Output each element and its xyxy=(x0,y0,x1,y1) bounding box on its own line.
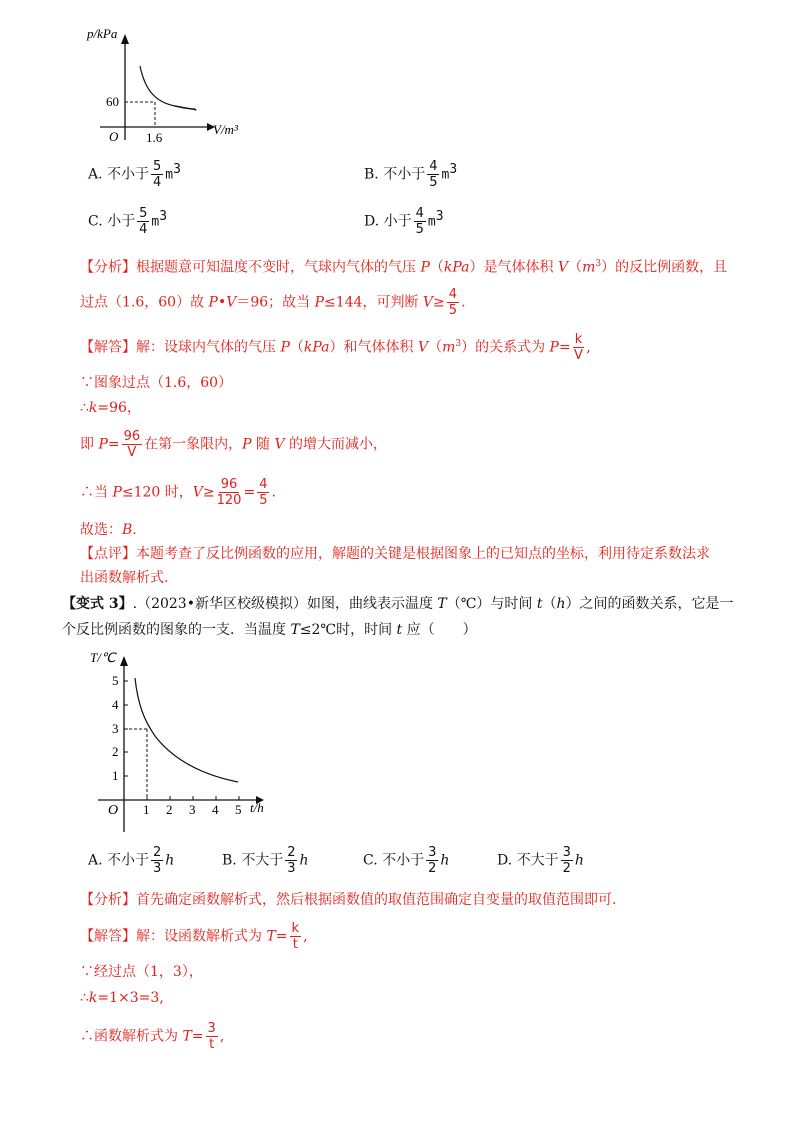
option-c[interactable]: C. 小于 $\frac{5}{4}$ $m^3$ xyxy=(88,206,168,238)
solution-1-line-5: ∴当 P≤120 时，V≥ $\frac{96}{120}$ = $\frac{4}{5}$ . xyxy=(80,477,276,508)
x-tick-label-5: 5 xyxy=(235,802,242,817)
hyperbola-curve xyxy=(140,66,196,110)
variant-3-line-2: 个反比例函数的图象的一支．当温度 T≤2℃时，时间 t 应（ ） xyxy=(62,622,477,638)
x-axis-label: t/h xyxy=(250,800,264,815)
fraction: $\frac{4}{5}$ xyxy=(259,477,268,508)
solution-2-line-3: ∴k=1×3=3, xyxy=(80,990,164,1006)
option-2-c[interactable]: C. 不小于 $\frac{3}{2}$ h xyxy=(363,845,450,876)
fraction: $\frac{2}{3}$ xyxy=(287,845,296,876)
analysis-2: 【分析】首先确定函数解析式，然后根据函数值的取值范围确定自变量的取值范围即可. xyxy=(80,892,617,908)
pressure-volume-graph xyxy=(85,20,285,150)
solution-2-line-4: ∴函数解析式为 T= $\frac{3}{t}$ , xyxy=(80,1021,225,1052)
fraction: $\frac{5}{4}$ xyxy=(153,159,162,191)
y-tick-label-5: 5 xyxy=(112,673,119,688)
x-tick-label-1: 1 xyxy=(143,802,150,817)
y-axis-label: T/℃ xyxy=(90,650,116,665)
origin-label: O xyxy=(109,129,119,144)
fraction: $\frac{k}{t}$ xyxy=(291,921,300,952)
fraction: $\frac{4}{5}$ xyxy=(415,206,424,238)
comment-1-line-1: 【点评】本题考查了反比例函数的应用，解题的关键是根据图象上的已知点的坐标，利用待定系数法求 xyxy=(80,546,710,562)
hyperbola-curve xyxy=(135,678,238,782)
fraction: $\frac{3}{t}$ xyxy=(207,1021,216,1052)
fraction: $\frac{4}{5}$ xyxy=(448,287,458,318)
y-tick-label-2: 2 xyxy=(112,744,119,759)
solution-1-line-2: ∵图象过点（1.6，60） xyxy=(80,375,233,391)
fraction: $\frac{96}{120}$ xyxy=(216,477,242,508)
solution-1-choice: 故选：B. xyxy=(80,522,137,538)
analysis-1-line-1: 【分析】根据题意可知温度不变时，气球内气体的气压 P（kPa）是气体体积 $V(m^3)$的反比例函数，且 xyxy=(80,259,728,276)
hyperbola-curve-tail xyxy=(175,106,195,109)
x-tick-label-4: 4 xyxy=(212,802,219,817)
y-tick-label-1: 1 xyxy=(112,768,119,783)
y-axis-label: p/kPa xyxy=(87,26,118,41)
fraction: $\frac{k}{V}$ xyxy=(574,332,583,363)
x-tick-label-2: 2 xyxy=(166,802,173,817)
x-tick-label-3: 3 xyxy=(189,802,196,817)
fraction: $\frac{3}{2}$ xyxy=(428,845,437,876)
fraction: $\frac{4}{5}$ xyxy=(429,159,438,191)
solution-2-line-1: 【解答】解：设函数解析式为 T= $\frac{k}{t}$ , xyxy=(80,921,308,952)
y-axis-arrow xyxy=(121,34,129,44)
option-a[interactable]: A. 不小于 $\frac{5}{4}$ $m^3$ xyxy=(88,159,181,191)
x-axis-label: V/m³ xyxy=(213,122,238,137)
solution-2-line-2: ∵经过点（1，3）， xyxy=(80,964,203,980)
y-tick-label: 60 xyxy=(106,94,119,109)
y-axis-arrow xyxy=(120,656,128,666)
option-d[interactable]: D. 小于 $\frac{4}{5}$ $m^3$ xyxy=(364,206,444,238)
comment-1-line-2: 出函数解析式. xyxy=(80,570,169,586)
origin-label: O xyxy=(108,803,119,818)
fraction: $\frac{3}{2}$ xyxy=(562,845,571,876)
analysis-1-line-2: 过点（1.6，60）故 P•V＝96；故当 P≤144，可判断 V≥ $\frac{4}{5}$ . xyxy=(80,287,466,318)
y-tick-label-4: 4 xyxy=(112,697,119,712)
option-2-a[interactable]: A. 不小于 $\frac{2}{3}$ h xyxy=(88,845,175,876)
solution-1-line-4: 即 P= $\frac{96}{V}$ 在第一象限内，P 随 V 的增大而减小， xyxy=(80,429,388,460)
option-2-d[interactable]: D. 不大于 $\frac{3}{2}$ h xyxy=(497,845,584,876)
y-tick-label-3: 3 xyxy=(112,721,119,736)
variant-3-line-1: 【变式 3】.（2023•新华区校级模拟）如图，曲线表示温度 T（℃）与时间 t（h）之间的函数关系，它是一 xyxy=(62,596,734,612)
fraction: $\frac{96}{V}$ xyxy=(123,429,141,460)
fraction: $\frac{5}{4}$ xyxy=(139,206,148,238)
solution-1-line-3: ∴k=96， xyxy=(80,400,141,416)
option-b[interactable]: B. 不小于 $\frac{4}{5}$ $m^3$ xyxy=(364,159,458,191)
fraction: $\frac{2}{3}$ xyxy=(153,845,162,876)
temperature-time-graph xyxy=(80,640,290,840)
option-2-b[interactable]: B. 不大于 $\frac{2}{3}$ h xyxy=(222,845,309,876)
solution-1-line-1: 【解答】解：设球内气体的气压 P（kPa）和气体体积 $V(m^3)$的关系式为 P= $\frac{k}{V}$ , xyxy=(80,332,591,363)
x-tick-label: 1.6 xyxy=(146,130,163,145)
